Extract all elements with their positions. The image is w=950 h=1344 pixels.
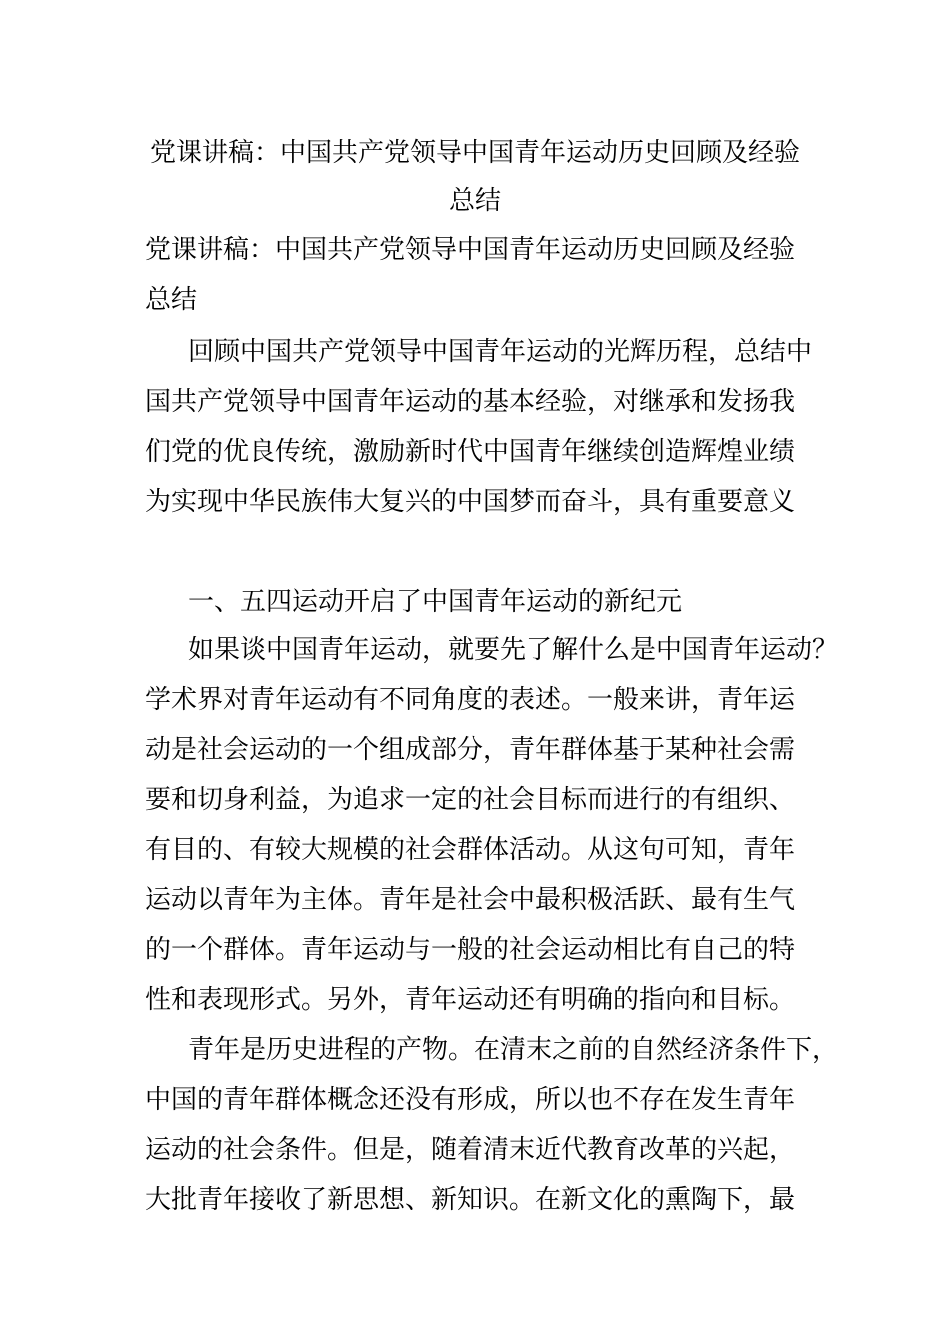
paragraph-line: 运动以青年为主体。青年是社会中最积极活跃、最有生气: [145, 885, 796, 915]
paragraph-line: 学术界对青年运动有不同角度的表述。一般来讲，青年运: [145, 685, 796, 715]
paragraph-line: 中国的青年群体概念还没有形成，所以也不存在发生青年: [145, 1085, 796, 1115]
paragraph-line: 回顾中国共产党领导中国青年运动的光辉历程，总结中: [188, 337, 813, 367]
section-heading: 一、五四运动开启了中国青年运动的新纪元: [188, 587, 683, 617]
paragraph-line: 为实现中华民族伟大复兴的中国梦而奋斗，具有重要意义: [145, 487, 796, 517]
paragraph-line: 青年是历史进程的产物。在清末之前的自然经济条件下，: [188, 1035, 839, 1065]
paragraph-line: 们党的优良传统，激励新时代中国青年继续创造辉煌业绩: [145, 437, 796, 467]
subtitle-line: 总结: [145, 285, 198, 315]
paragraph-line: 的一个群体。青年运动与一般的社会运动相比有自己的特: [145, 935, 796, 965]
paragraph-line: 大批青年接收了新思想、新知识。在新文化的熏陶下，最: [145, 1185, 796, 1215]
paragraph-line: 运动的社会条件。但是，随着清末近代教育改革的兴起，: [145, 1135, 796, 1165]
paragraph-line: 如果谈中国青年运动，就要先了解什么是中国青年运动？: [188, 635, 839, 665]
document-title-line-2: 总结: [448, 186, 501, 216]
paragraph-line: 性和表现形式。另外，青年运动还有明确的指向和目标。: [145, 985, 796, 1015]
document-title-line-1: 党课讲稿：中国共产党领导中国青年运动历史回顾及经验: [149, 138, 800, 168]
paragraph-line: 要和切身利益，为追求一定的社会目标而进行的有组织、: [145, 785, 796, 815]
paragraph-line: 动是社会运动的一个组成部分，青年群体基于某种社会需: [145, 735, 796, 765]
paragraph-line: 国共产党领导中国青年运动的基本经验，对继承和发扬我: [145, 387, 796, 417]
paragraph-line: 有目的、有较大规模的社会群体活动。从这句可知，青年: [145, 835, 796, 865]
subtitle-line: 党课讲稿：中国共产党领导中国青年运动历史回顾及经验: [145, 235, 796, 265]
